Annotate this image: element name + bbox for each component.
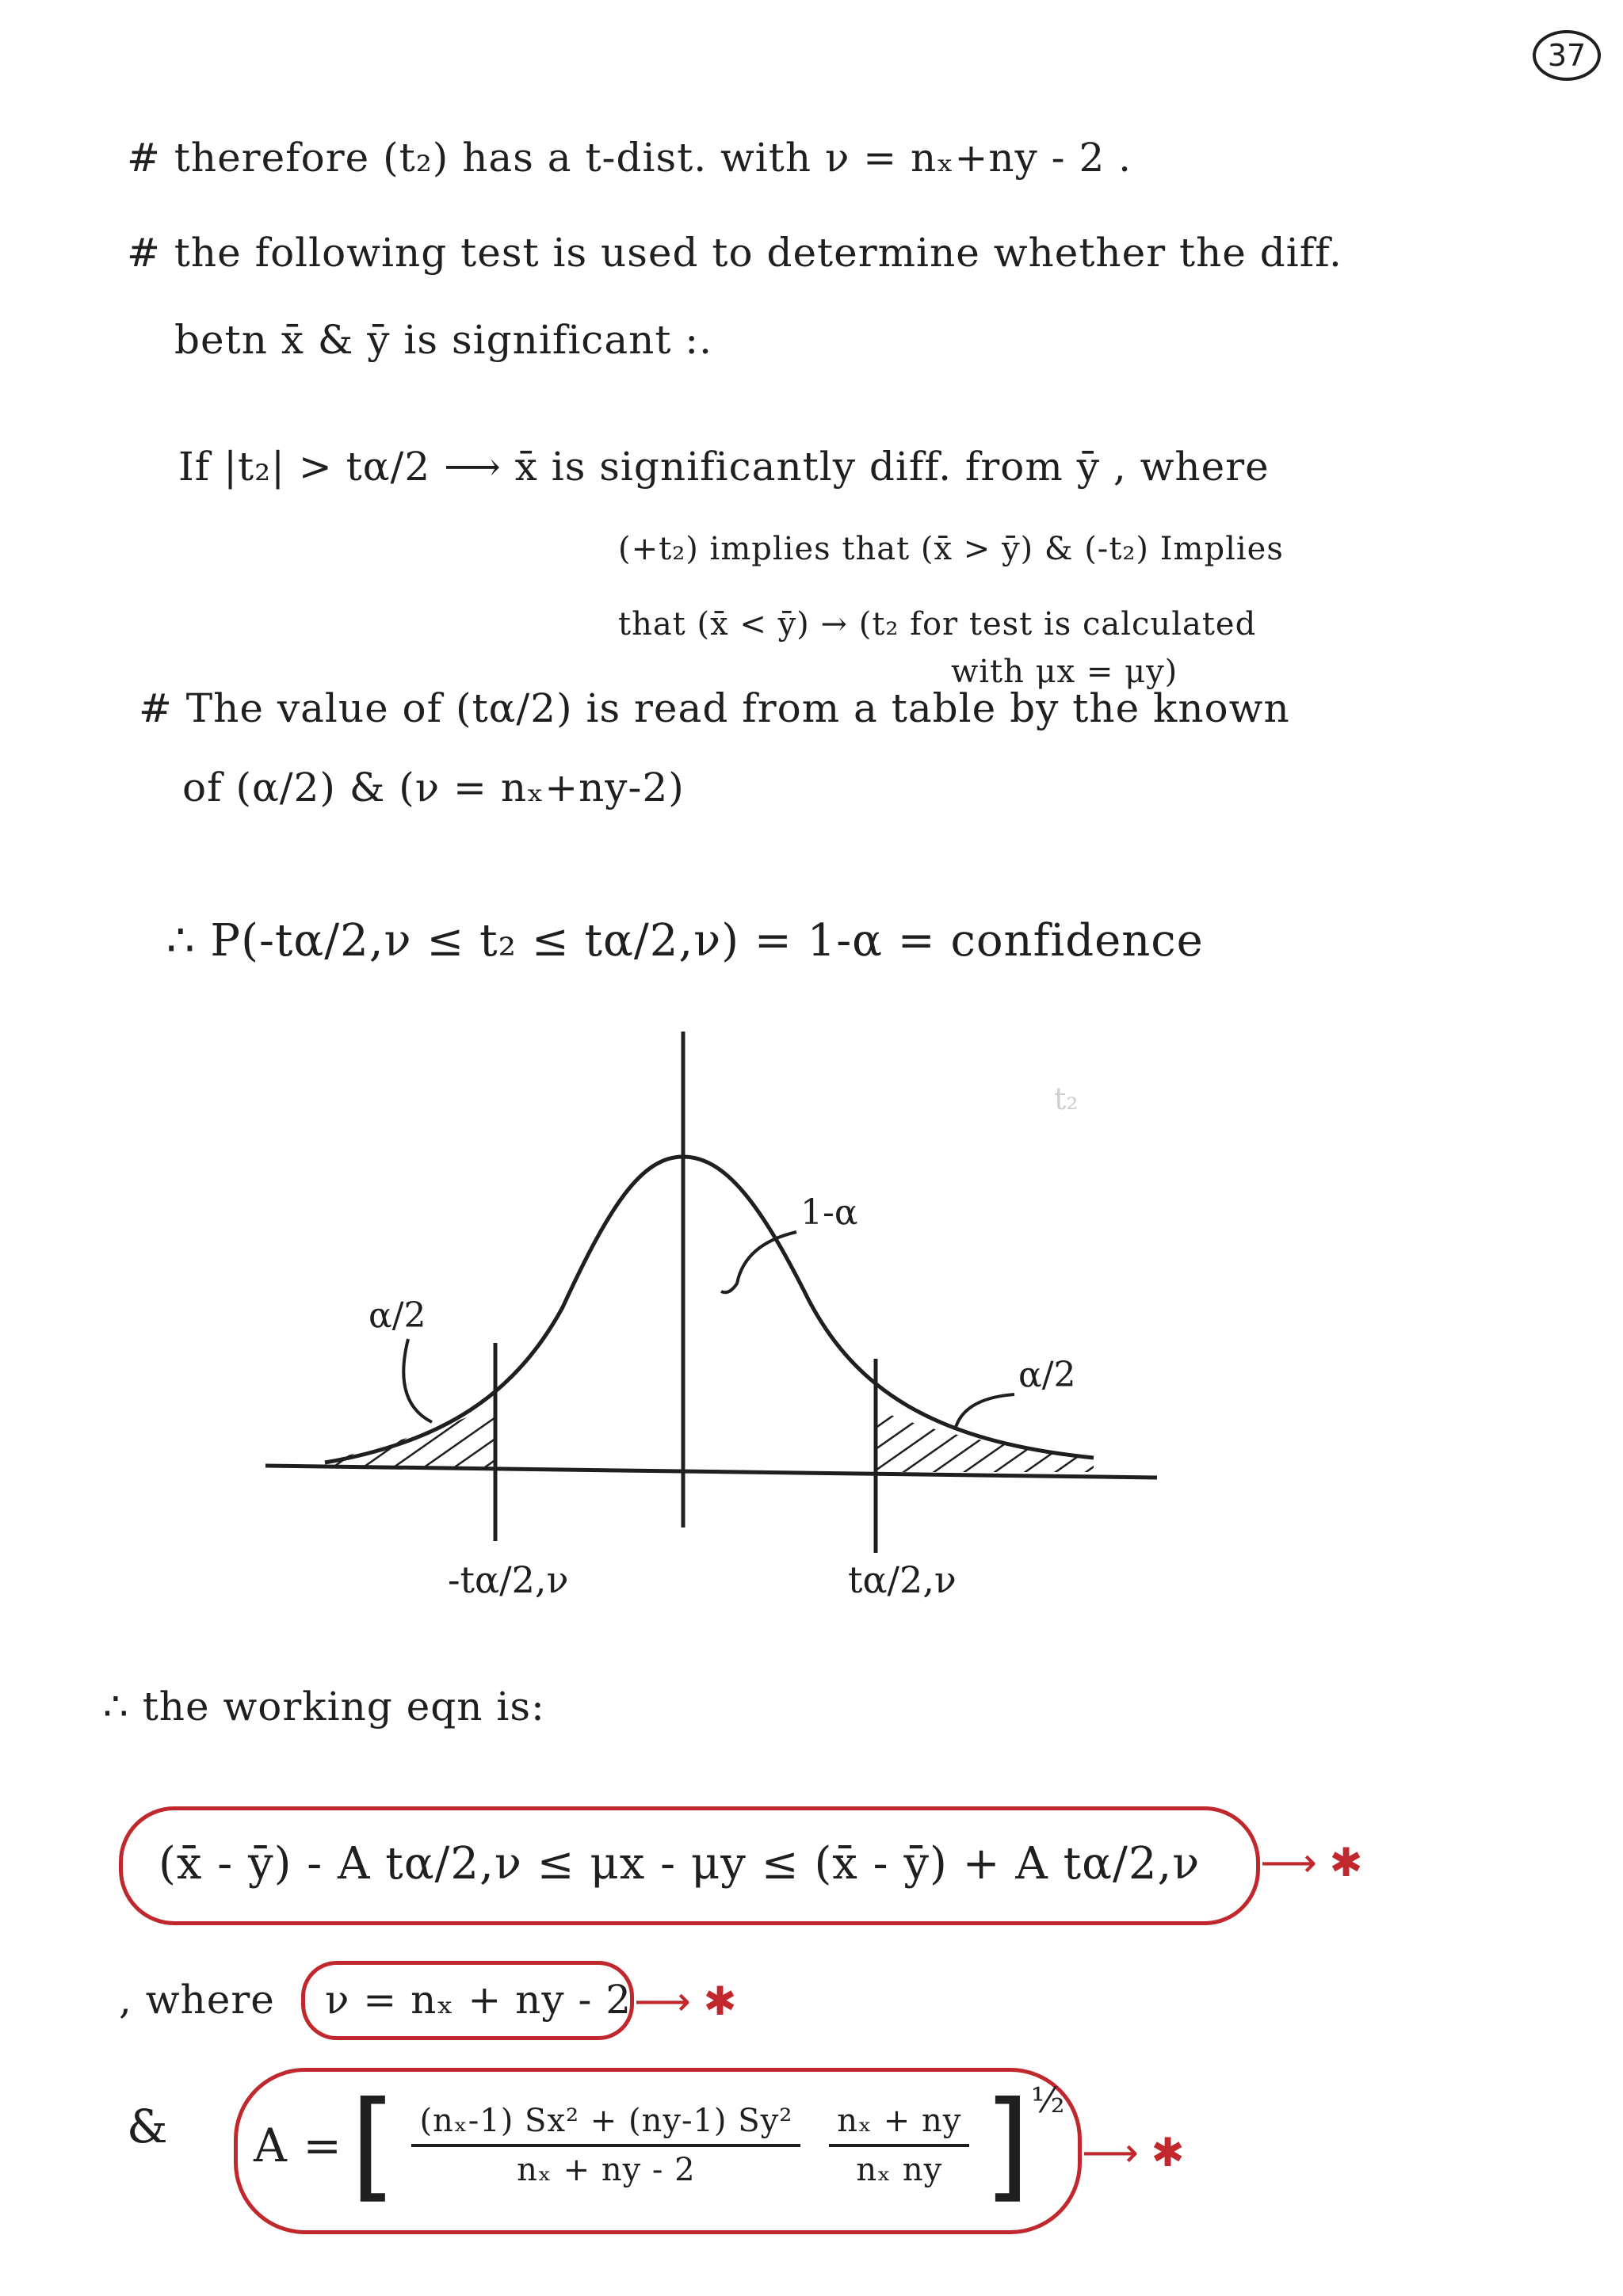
a-equation-marker: ⟶ ✱ [1082,2130,1185,2176]
note-following-test: # the following test is used to determine whether the diff. [127,230,1342,276]
close-bracket: ] [983,2077,1031,2214]
label-faint: t₂ [1054,1081,1079,1116]
open-bracket: [ [349,2077,398,2214]
rule-with: with μx = μy) [951,654,1178,690]
note-table-value-cont: of (α/2) & (ν = nₓ+ny-2) [182,765,685,810]
working-equation-intro: ∴ the working eqn is: [103,1684,545,1730]
label-alpha-left: α/2 [369,1295,426,1336]
a-fraction-1-numerator: (nₓ-1) Sx² + (ny-1) Sy² [411,2103,800,2147]
right-tail-pointer [955,1394,1014,1430]
right-tail-shade [876,1409,1094,1472]
a-exponent: ½ [1030,2081,1066,2121]
nu-equation-marker: ⟶ ✱ [634,1978,737,2024]
note-t-distribution: # therefore (t₂) has a t-dist. with ν = nₓ+ny - 2 . [127,135,1132,181]
rule-that: that (x̄ < ȳ) → (t₂ for test is calculated [618,606,1257,643]
where-label: , where [119,1977,275,2023]
a-equation [254,2074,1066,2217]
rule-implies: (+t₂) implies that (x̄ > ȳ) & (-t₂) Implies [618,531,1284,567]
a-fraction-2 [829,2103,969,2188]
rule-if-condition: If |t₂| > tα/2 ⟶ x̄ is significantly diff. from ȳ , where [178,444,1270,490]
a-fraction-2-denominator: nₓ ny [856,2152,943,2188]
and-label: & [127,2100,169,2153]
label-left-critical: -tα/2,ν [448,1558,569,1601]
label-right-critical: tα/2,ν [848,1558,957,1601]
t-distribution-sketch [238,1022,1189,1624]
note-table-value: # The value of (tα/2) is read from a table by the known [139,685,1290,731]
main-equation-marker: ⟶ ✱ [1260,1840,1363,1886]
nu-equation: ν = nₓ + ny - 2 [325,1977,632,2023]
label-one-minus-alpha: 1-α [800,1192,858,1233]
center-pointer [721,1232,796,1292]
main-equation: (x̄ - ȳ) - A tα/2,ν ≤ μx - μy ≤ (x̄ - ȳ) + A tα/2,ν [158,1838,1201,1890]
a-fraction-2-numerator: nₓ + ny [829,2103,969,2147]
left-tail-pointer [403,1339,432,1422]
a-fraction-1-denominator: nₓ + ny - 2 [517,2152,696,2188]
a-fraction-1 [411,2103,800,2188]
bell-curve [325,1157,1094,1463]
label-alpha-right: α/2 [1018,1355,1076,1395]
page-number: 37 [1533,30,1601,81]
probability-statement: ∴ P(-tα/2,ν ≤ t₂ ≤ tα/2,ν) = 1-α = confidence [166,915,1204,967]
a-equation-lhs: A = [254,2119,342,2172]
note-significance: betn x̄ & ȳ is significant :. [174,317,713,363]
